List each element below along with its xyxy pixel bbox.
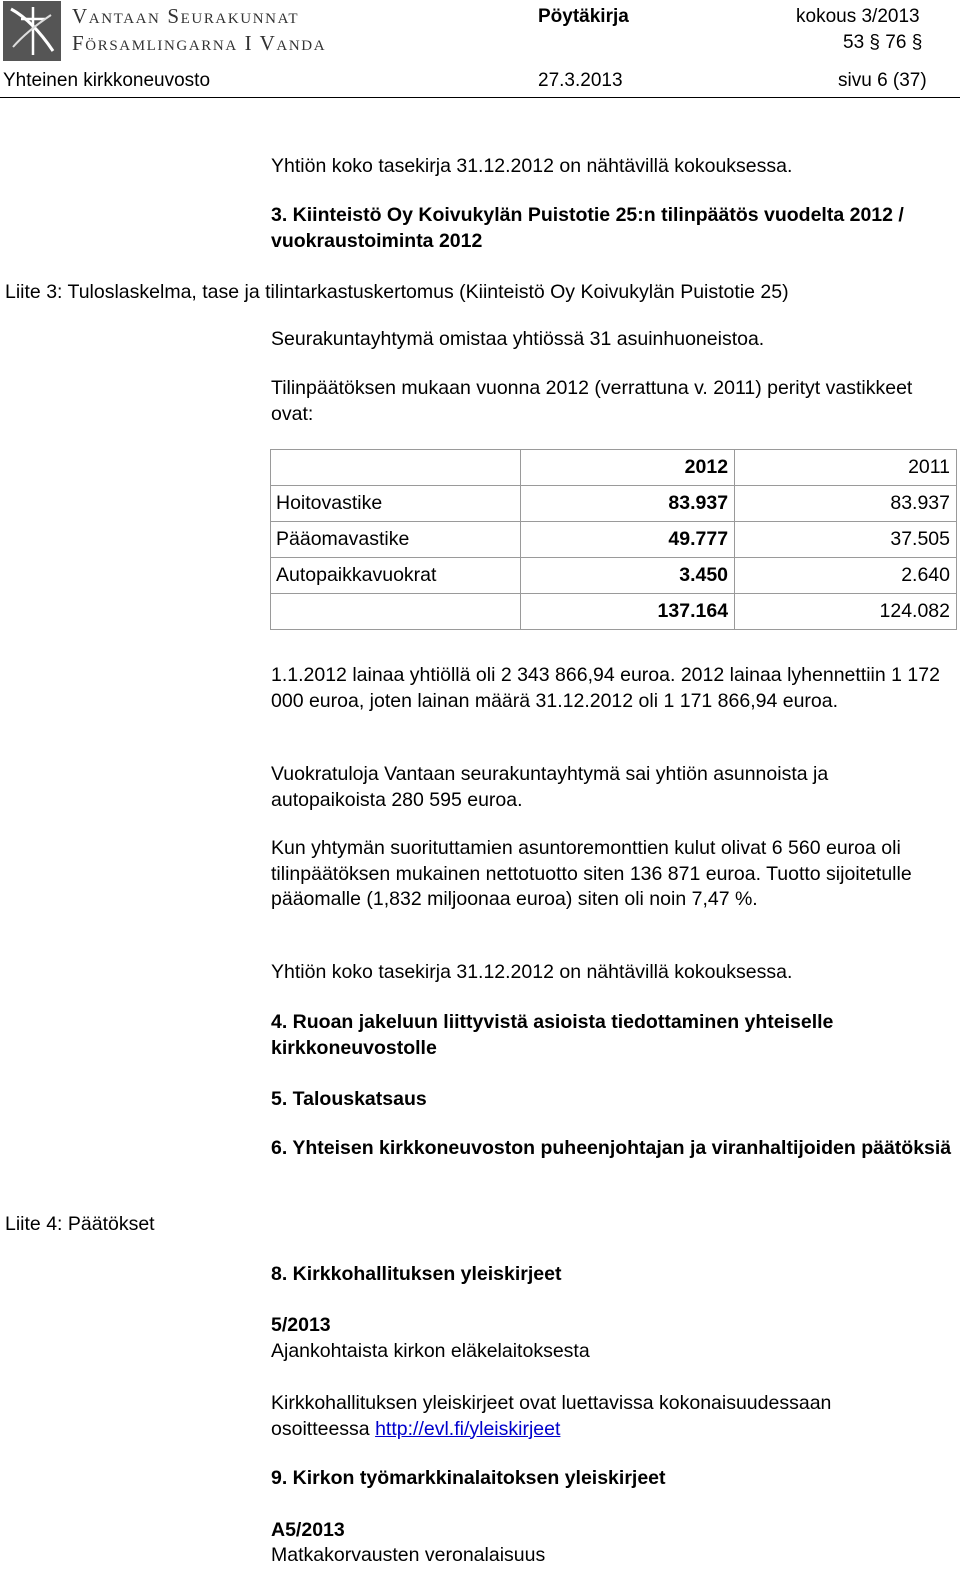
table-header-cell: 2012	[521, 450, 735, 486]
row-label: Hoitovastike	[271, 486, 521, 522]
attachment-3: Liite 3: Tuloslaskelma, tase ja tilintarkastuskertomus (Kiinteistö Oy Koivukylän Puistotie 25)	[5, 281, 789, 303]
item-9-heading: 9. Kirkon työmarkkinalaitoksen yleiskirjeet	[271, 1467, 666, 1489]
row-label: Autopaikkavuokrat	[271, 558, 521, 594]
paragraph-nettotuotto: Kun yhtymän suorituttamien asuntoremonttien kulut olivat 6 560 euroa oli tilinpäätöksen mukainen nettotuotto siten 136 871 euroa. Tuotto sijoitetulle pääomalle (1,832 miljoonaa euroa) siten oli noin 7,47 %.	[271, 837, 912, 910]
row-label: Pääomavastike	[271, 522, 521, 558]
a-letter-title: Matkakorvausten veronalaisuus	[271, 1544, 546, 1566]
value-2011: 83.937	[735, 486, 957, 522]
table-total-row	[271, 594, 957, 630]
letter-number: 5/2013	[271, 1314, 331, 1336]
attachment-4: Liite 4: Päätökset	[5, 1213, 155, 1235]
paragraph-tilinpaatos: Tilinpäätöksen mukaan vuonna 2012 (verrattuna v. 2011) perityt vastikkeet ovat:	[271, 377, 913, 425]
table-header-row	[271, 450, 957, 486]
paragraph-yleiskirjeet	[271, 1391, 931, 1442]
body-name: Yhteinen kirkkoneuvosto	[3, 70, 211, 91]
item-4-heading: 4. Ruoan jakeluun liittyvistä asioista tiedottaminen yhteiselle kirkkoneuvostolle	[271, 1011, 834, 1059]
total-2011: 124.082	[735, 594, 957, 630]
a-letter-number: A5/2013	[271, 1519, 345, 1541]
paragraph-owns: Seurakuntayhtymä omistaa yhtiössä 31 asuinhuoneistoa.	[271, 328, 765, 350]
table-row	[271, 486, 957, 522]
section-range	[843, 32, 922, 54]
yleiskirjeet-link[interactable]: http://evl.fi/yleiskirjeet	[375, 1417, 561, 1440]
table-row	[271, 522, 957, 558]
meeting-number: kokous 3/2013	[796, 6, 920, 27]
total-2012: 137.164	[521, 594, 735, 630]
letter-title: Ajankohtaista kirkon eläkelaitoksesta	[271, 1340, 590, 1362]
value-2011: 37.505	[735, 522, 957, 558]
table-header-cell: 2011	[735, 450, 957, 486]
value-2012: 3.450	[521, 558, 735, 594]
page-number: sivu 6 (37)	[838, 70, 927, 91]
meeting-date: 27.3.2013	[538, 70, 623, 91]
paragraph-tasekirja: Yhtiön koko tasekirja 31.12.2012 on nähtävillä kokouksessa.	[271, 155, 793, 177]
table-header-cell	[271, 450, 521, 486]
section-end: 76	[885, 32, 907, 53]
item-3-heading: 3. Kiinteistö Oy Koivukylän Puistotie 25:n tilinpäätös vuodelta 2012 / vuokraustoiminta 2012	[271, 204, 904, 252]
item-8-heading: 8. Kirkkohallituksen yleiskirjeet	[271, 1263, 562, 1285]
section-sign: §	[869, 32, 880, 53]
value-2011: 2.640	[735, 558, 957, 594]
document-type: Pöytäkirja	[538, 6, 629, 27]
paragraph-laina: 1.1.2012 lainaa yhtiöllä oli 2 343 866,94 euroa. 2012 lainaa lyhennettiin 1 172 000 euroa, joten lainan määrä 31.12.2012 oli 1 171 866,94 euroa.	[271, 664, 940, 712]
value-2012: 49.777	[521, 522, 735, 558]
header-divider	[0, 97, 960, 98]
paragraph-vuokratuloja: Vuokratuloja Vantaan seurakuntayhtymä sai yhtiön asunnoista ja autopaikoista 280 595 euroa.	[271, 763, 829, 811]
section-sign: §	[911, 32, 923, 53]
value-2012: 83.937	[521, 486, 735, 522]
org-name-swedish: Församlingarna I Vanda	[72, 31, 327, 55]
table-row	[271, 558, 957, 594]
item-6-heading: 6. Yhteisen kirkkoneuvoston puheenjohtajan ja viranhaltijoiden päätöksiä	[271, 1137, 952, 1159]
item-5-heading: 5. Talouskatsaus	[271, 1088, 427, 1110]
yleiskirjeet-text: Kirkkohallituksen yleiskirjeet ovat luettavissa kokonaisuudessaan osoitteessa	[271, 1392, 832, 1440]
vastike-table	[270, 449, 957, 630]
church-logo	[3, 1, 61, 61]
row-label	[271, 594, 521, 630]
paragraph-tasekirja-2: Yhtiön koko tasekirja 31.12.2012 on nähtävillä kokouksessa.	[271, 961, 793, 983]
org-name-finnish: Vantaan Seurakunnat	[72, 4, 300, 28]
section-start: 53	[843, 32, 865, 53]
